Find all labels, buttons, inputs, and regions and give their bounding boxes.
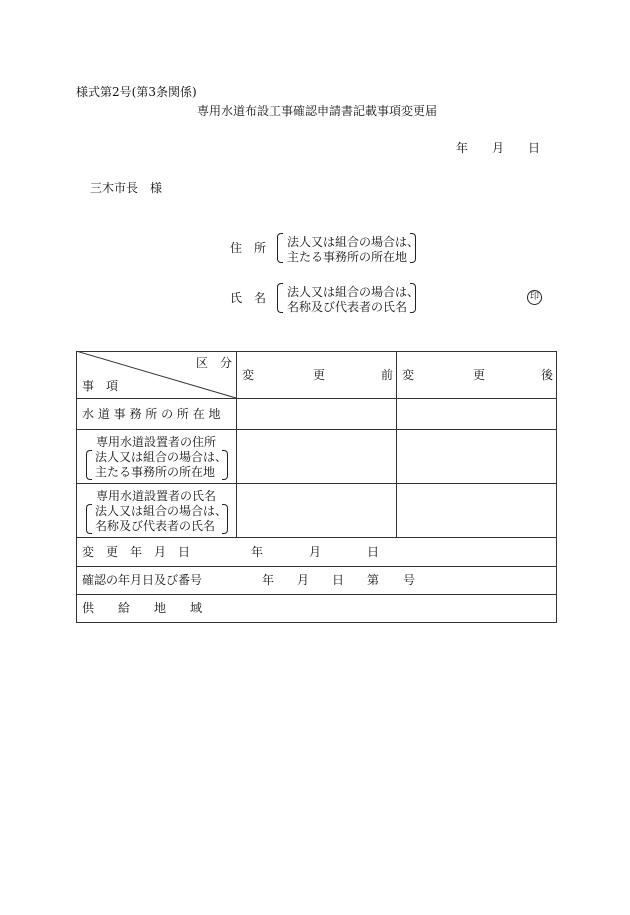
table-line — [76, 566, 557, 567]
header-jikou: 事 項 — [82, 379, 119, 393]
row-confirm-dai: 第 — [367, 573, 380, 587]
row-change-date-month: 月 — [309, 545, 322, 559]
right-bracket — [222, 450, 228, 480]
header-after-char-2: 更 — [473, 368, 486, 382]
header-before-char-3: 前 — [381, 368, 394, 382]
table-column-divider — [396, 351, 397, 537]
header-before-char-1: 変 — [242, 368, 255, 382]
right-bracket — [410, 233, 416, 263]
row-change-date-day: 日 — [367, 545, 380, 559]
row-confirm-month: 月 — [297, 573, 310, 587]
row-water-office-label: 水 道 事 務 所 の 所 在 地 — [82, 407, 221, 421]
table-line — [76, 483, 557, 484]
row-installer-name-note-2: 名称及び代表者の氏名 — [95, 519, 216, 533]
header-after-char-1: 変 — [402, 368, 415, 382]
table-line — [76, 594, 557, 595]
left-bracket — [277, 233, 283, 263]
address-note-line1: 法人又は組合の場合は、 — [287, 235, 420, 249]
seal-mark: 印 — [527, 290, 542, 305]
name-label: 氏 名 — [230, 291, 267, 305]
form-number: 様式第2号(第3条関係) — [76, 85, 197, 99]
left-bracket — [277, 283, 283, 313]
name-note-line1: 法人又は組合の場合は、 — [287, 285, 420, 299]
header-after-char-3: 後 — [541, 368, 554, 382]
name-note-line2: 名称及び代表者の氏名 — [287, 300, 408, 314]
address-note-line2: 主たる事務所の所在地 — [287, 250, 408, 264]
row-installer-address-note-1: 法人又は組合の場合は、 — [95, 450, 228, 464]
left-bracket — [86, 450, 92, 480]
date-month: 月 — [492, 141, 505, 155]
row-confirm-day: 日 — [332, 573, 345, 587]
table-border-bottom — [76, 622, 557, 623]
row-change-date-label: 変 更 年 月 日 — [82, 545, 191, 559]
right-bracket — [222, 504, 228, 534]
table-line — [76, 429, 557, 430]
row-supply-area-label: 供 給 地 域 — [82, 601, 203, 615]
header-before-char-2: 更 — [313, 368, 326, 382]
left-bracket — [86, 504, 92, 534]
row-confirm-year: 年 — [262, 573, 275, 587]
address-label: 住 所 — [230, 241, 267, 255]
page-title: 専用水道布設工事確認申請書記載事項変更届 — [197, 104, 438, 118]
row-installer-address-note-2: 主たる事務所の所在地 — [95, 465, 216, 479]
row-confirm-label: 確認の年月日及び番号 — [82, 573, 203, 587]
row-change-date-year: 年 — [251, 545, 264, 559]
date-year: 年 — [456, 141, 469, 155]
row-installer-address-label: 専用水道設置者の住所 — [96, 435, 217, 449]
row-installer-name-label: 専用水道設置者の氏名 — [96, 489, 217, 503]
header-kubun: 区 分 — [196, 356, 233, 370]
date-day: 日 — [528, 141, 541, 155]
row-confirm-gou: 号 — [403, 573, 416, 587]
addressee: 三木市長 様 — [90, 181, 163, 195]
row-installer-name-note-1: 法人又は組合の場合は、 — [95, 504, 228, 518]
table-line — [76, 537, 557, 538]
table-border-right — [556, 351, 557, 623]
right-bracket — [410, 283, 416, 313]
